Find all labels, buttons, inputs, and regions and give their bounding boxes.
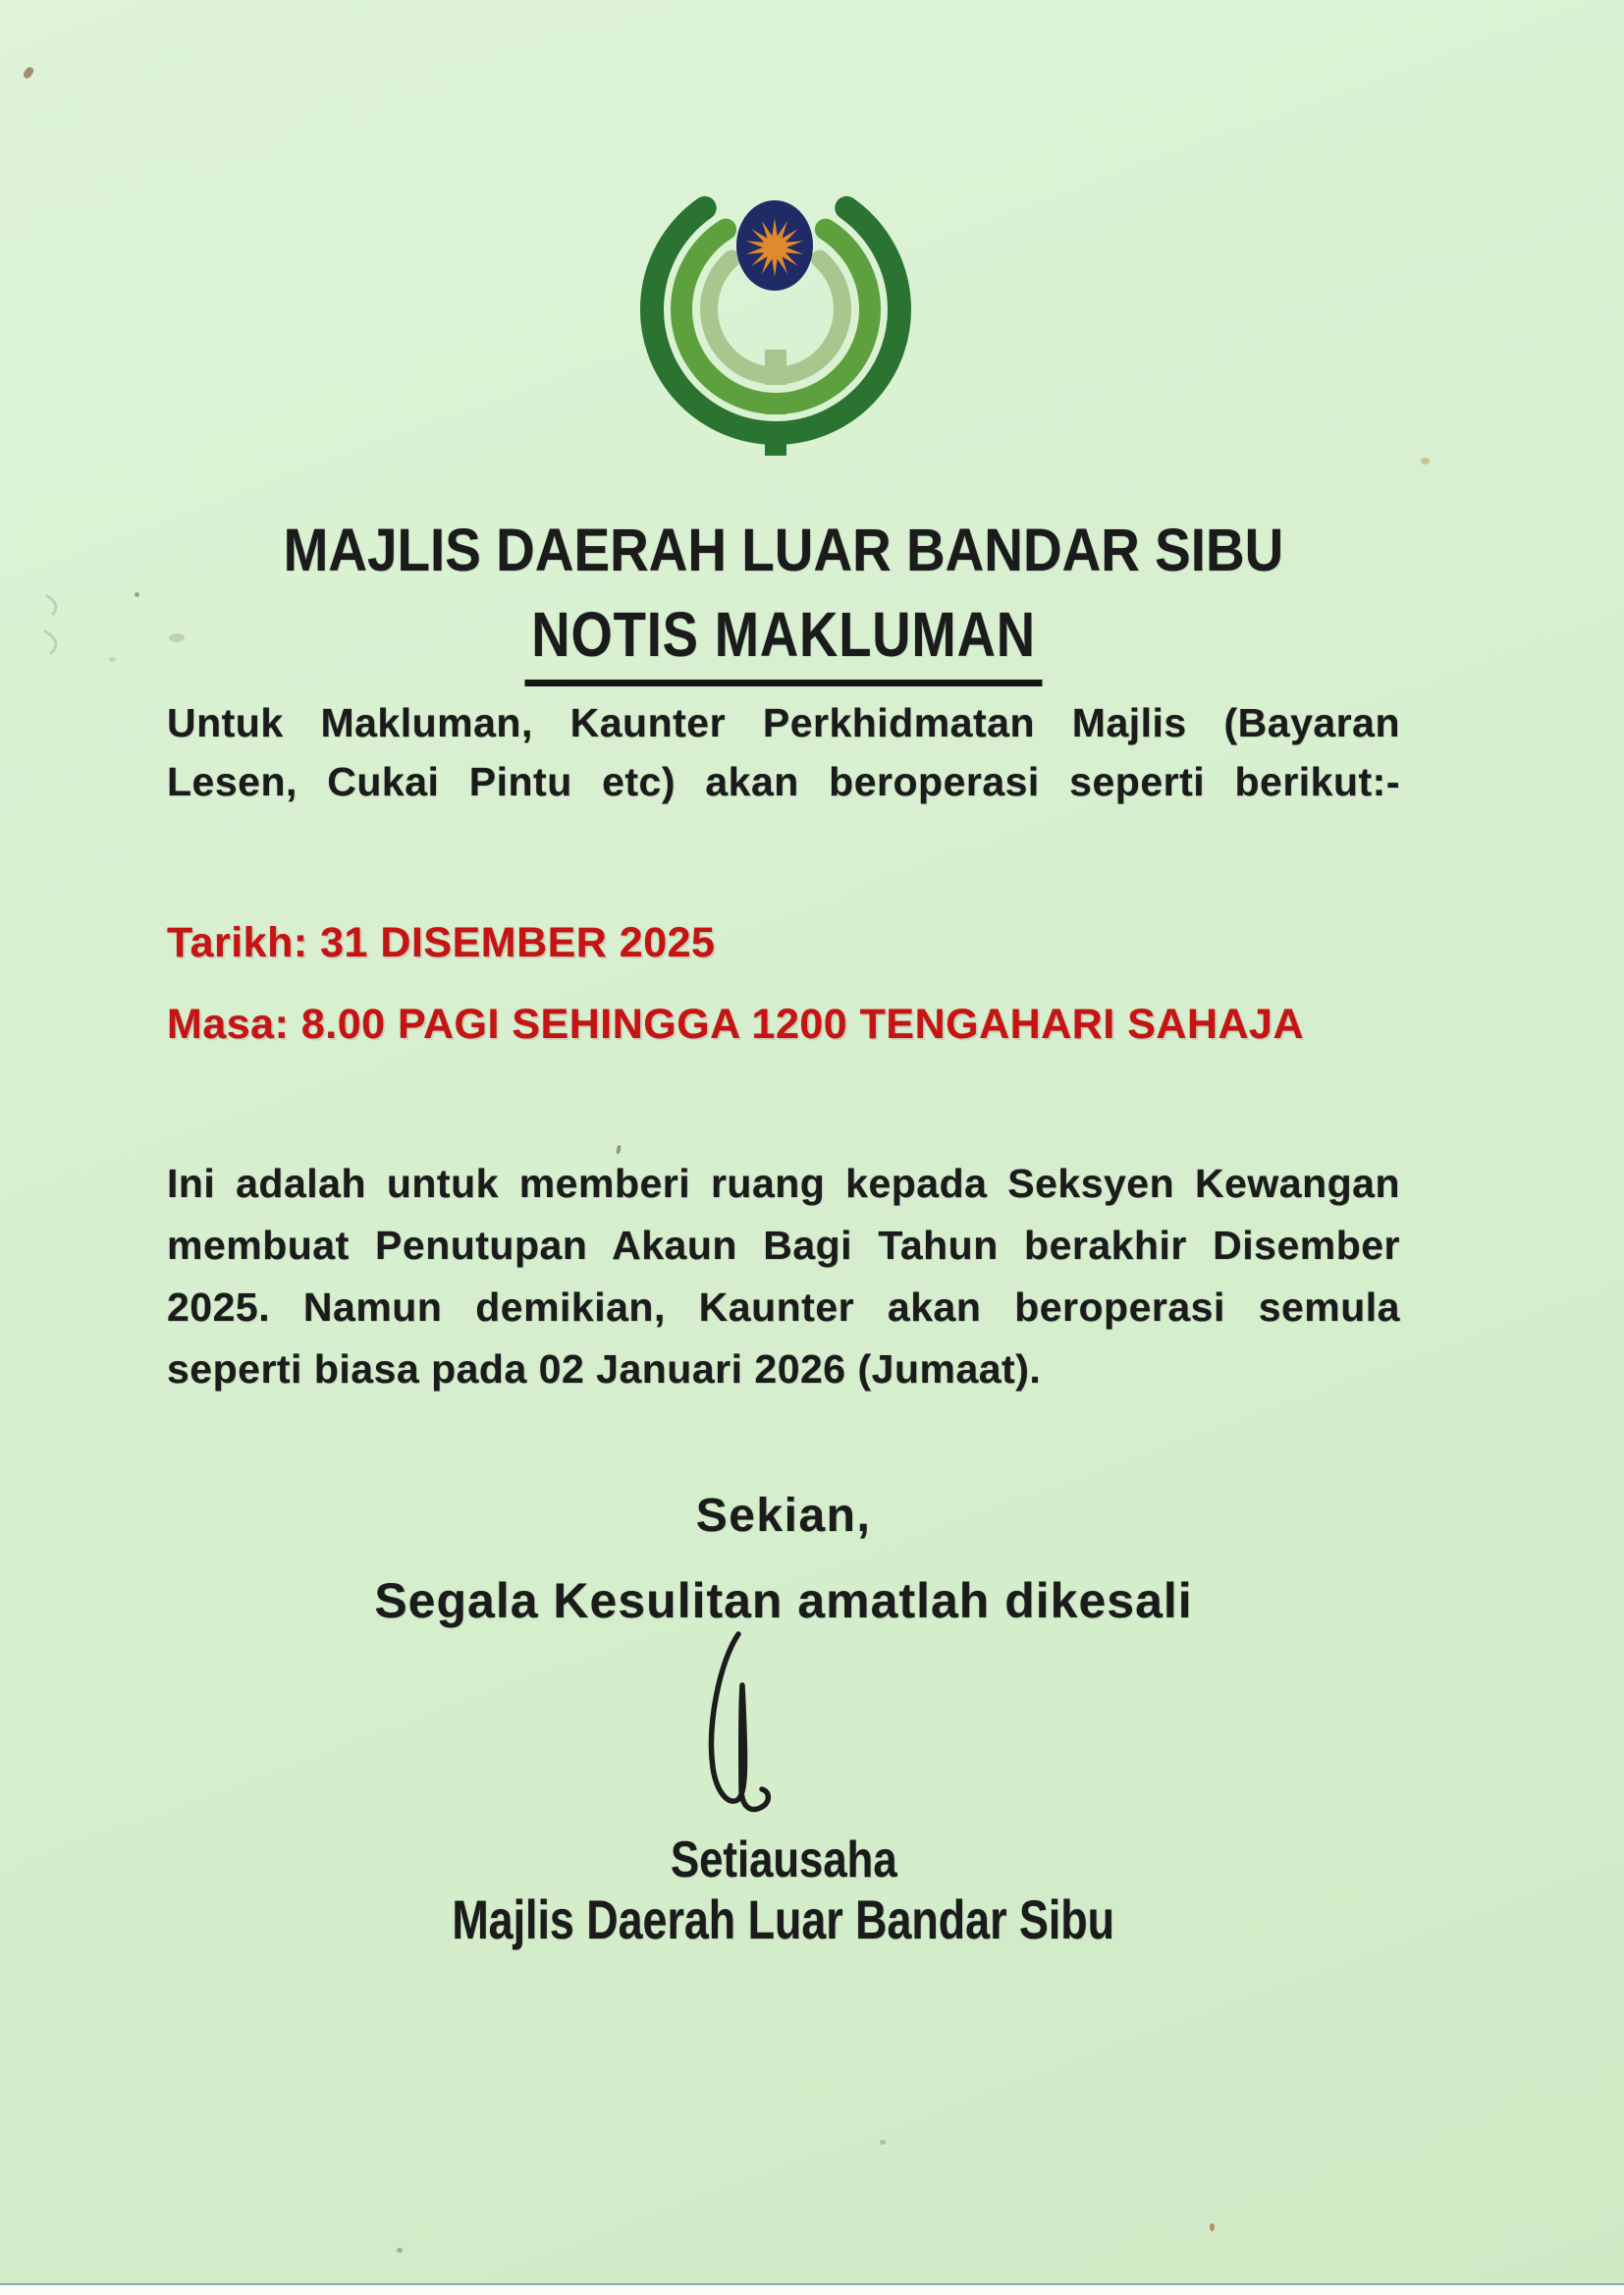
closing-apology: Segala Kesulitan amatlah dikesali xyxy=(374,1573,1193,1628)
scan-speck xyxy=(22,66,34,80)
body-line: membuat Penutupan Akaun Bagi Tahun berakhir Disember xyxy=(167,1223,1400,1268)
pencil-smudge xyxy=(39,584,98,673)
body-paragraph xyxy=(167,1153,1400,1400)
scanner-edge-strip xyxy=(0,2283,1624,2295)
signatory-org xyxy=(167,1887,1400,1951)
org-name-text: MAJLIS DAERAH LUAR BANDAR SIBU xyxy=(283,517,1284,583)
signatory-title xyxy=(167,1831,1400,1889)
body-line: Ini adalah untuk memberi ruang kepada Seksyen Kewangan xyxy=(167,1161,1400,1206)
scan-speck xyxy=(397,2248,403,2253)
scan-speck xyxy=(880,2140,886,2145)
intro-line: Untuk Makluman, Kaunter Perkhidmatan Majlis (Bayaran xyxy=(167,700,1400,745)
intro-paragraph xyxy=(167,693,1400,811)
notice-title-text: NOTIS MAKLUMAN xyxy=(524,599,1042,686)
scan-speck xyxy=(169,633,185,642)
date-line: Tarikh: 31 DISEMBER 2025 xyxy=(167,919,716,966)
closing-salutation: Sekian, xyxy=(695,1490,872,1542)
time-line: Masa: 8.00 PAGI SEHINGGA 1200 TENGAHARI SAHAJA xyxy=(167,1001,1305,1048)
signatory-title-text: Setiausaha xyxy=(670,1831,897,1888)
scan-speck xyxy=(1421,458,1430,464)
intro-line: Lesen, Cukai Pintu etc) akan beroperasi seperti berikut:- xyxy=(167,759,1400,804)
org-name-heading xyxy=(167,516,1400,584)
notice-content xyxy=(167,0,1400,2295)
signature-scribble xyxy=(677,1628,810,1834)
scan-speck xyxy=(109,657,116,662)
scan-speck xyxy=(135,592,139,597)
body-line: seperti biasa pada 02 Januari 2026 (Jumaat). xyxy=(167,1346,1042,1392)
scan-speck xyxy=(1210,2223,1215,2231)
signatory-org-text: Majlis Daerah Luar Bandar Sibu xyxy=(452,1888,1115,1950)
notice-title xyxy=(167,598,1400,671)
body-line: 2025. Namun demikian, Kaunter akan beroperasi semula xyxy=(167,1284,1400,1330)
